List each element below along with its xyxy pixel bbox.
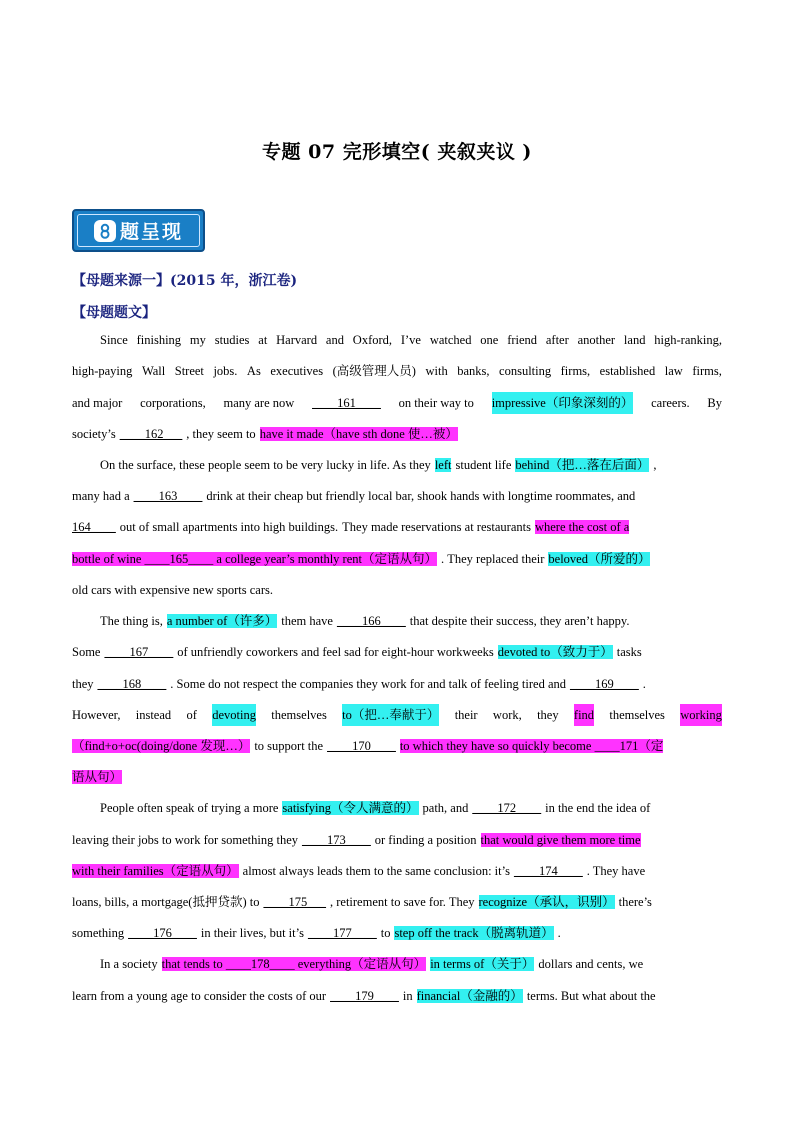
highlight-annotation: that would give them more time	[480, 833, 641, 847]
word: Wall	[141, 364, 166, 378]
highlight-annotation: 语从句）	[72, 770, 123, 784]
text-run: .	[642, 677, 646, 691]
blank-174: ____174____	[513, 864, 583, 878]
word: jobs.	[213, 364, 238, 378]
blank-175: ____175___	[263, 895, 326, 909]
banner-text: 题呈现	[119, 221, 183, 243]
word: my	[189, 333, 206, 347]
text-run: , retirement to save for. They	[329, 895, 475, 909]
blank-176: ____176____	[128, 926, 197, 940]
text-run: . Some do not respect the companies they work for and talk of feeling tired and	[170, 677, 566, 691]
passage-line	[72, 641, 722, 663]
text-run: many are now	[223, 396, 295, 410]
word: themselves	[609, 708, 665, 722]
word: watched	[429, 333, 472, 347]
text-run: ,	[653, 458, 657, 472]
passage-line	[72, 766, 722, 788]
highlight-annotation: recognize（承认，识别）	[478, 895, 615, 909]
word: (高级管理人员)	[332, 364, 416, 378]
blank-169: ____169____	[570, 677, 639, 691]
text-run: student life	[455, 458, 512, 472]
passage-line	[72, 454, 722, 476]
question-text-heading: 【母题题文】	[72, 305, 156, 321]
passage-line	[72, 548, 722, 570]
word: As	[246, 364, 261, 378]
section-banner	[72, 209, 205, 252]
highlight-annotation: beloved（所爱的）	[548, 552, 651, 566]
text-run: tasks	[616, 645, 642, 659]
highlight-annotation: bottle of wine ____165____ a college year’s monthly rent（定语从句）	[72, 552, 437, 566]
blank-168: ____168____	[97, 677, 167, 691]
text-run: they	[72, 677, 94, 691]
text-run: society’s	[72, 427, 116, 441]
word: with	[425, 364, 448, 378]
text-run: leaving their jobs to work for something they	[72, 833, 299, 847]
word: their	[454, 708, 478, 722]
text-run: old cars with expensive new sports cars.	[72, 583, 273, 597]
text-run: terms. But what about the	[526, 989, 656, 1003]
word: studies	[214, 333, 250, 347]
highlight-annotation: to（把…奉献于）	[342, 704, 439, 726]
highlight-annotation: a number of（许多）	[166, 614, 278, 628]
word: high-paying	[72, 364, 133, 378]
text-run: On the surface, these people seem to be very lucky in life. As they	[100, 458, 431, 472]
text-run: learn from a young age to consider the costs of our	[72, 989, 327, 1003]
word: of	[186, 708, 197, 722]
passage-line	[72, 579, 722, 601]
highlight-annotation: where the cost of a	[534, 520, 630, 534]
text-run: . They have	[586, 864, 646, 878]
word: However,	[72, 708, 121, 722]
word: another	[577, 333, 616, 347]
passage-line	[72, 922, 722, 944]
highlight-annotation: satisfying（令人满意的）	[282, 801, 419, 815]
highlight-annotation: to which they have so quickly become ____171（定	[399, 739, 664, 753]
word: Since	[100, 333, 128, 347]
text-run: many had a	[72, 489, 130, 503]
word: after	[545, 333, 569, 347]
passage-line	[72, 392, 722, 414]
word: firms,	[560, 364, 591, 378]
passage-line	[72, 423, 722, 445]
mother-badge-icon	[94, 220, 116, 242]
passage-line	[72, 516, 722, 538]
passage-line	[72, 860, 722, 882]
text-run: , they seem to	[186, 427, 256, 441]
word: established	[599, 364, 656, 378]
section-banner-inner	[77, 214, 200, 247]
word: banks,	[457, 364, 490, 378]
blank-170: ____170____	[327, 739, 396, 753]
text-run: path, and	[422, 801, 469, 815]
word: Street	[174, 364, 204, 378]
word: land	[623, 333, 646, 347]
passage-line	[72, 485, 722, 507]
text-run: In a society	[100, 957, 158, 971]
text-run: that despite their success, they aren’t happy.	[409, 614, 630, 628]
blank-164: 164____	[72, 520, 116, 534]
highlight-annotation: financial（金融的）	[416, 989, 523, 1003]
blank-173: ____173____	[302, 833, 371, 847]
highlight-annotation: have it made（have sth done 使…被）	[259, 427, 458, 441]
text-run: . They replaced their	[440, 552, 545, 566]
text-run: .	[557, 926, 561, 940]
blank-166: ____166____	[336, 614, 406, 628]
text-run: or finding a position	[374, 833, 477, 847]
text-run: something	[72, 926, 125, 940]
highlight-annotation: （find+o+oc(doing/done 发现…）	[72, 739, 251, 753]
word: consulting	[499, 364, 552, 378]
word: firms,	[692, 364, 722, 378]
passage-line	[72, 985, 722, 1007]
word: work,	[492, 708, 522, 722]
passage-line	[72, 829, 722, 851]
blank-179: ____179____	[330, 989, 399, 1003]
highlight-annotation: that tends to ____178____ everything（定语从句）	[161, 957, 427, 971]
blank-163: ____163____	[133, 489, 203, 503]
word: I’ve	[400, 333, 421, 347]
passage-line	[72, 360, 722, 382]
text-run: The thing is,	[100, 614, 163, 628]
text-run: drink at their cheap but friendly local bar, shook hands with longtime roommates, and	[206, 489, 636, 503]
word: Oxford,	[352, 333, 393, 347]
text-run: almost always leads them to the same conclusion: it’s	[242, 864, 510, 878]
text-run: and major	[72, 396, 123, 410]
passage-line	[72, 329, 722, 351]
text-run: careers.	[651, 396, 690, 410]
text-run: corporations,	[140, 396, 206, 410]
word: Harvard	[276, 333, 318, 347]
word: at	[258, 333, 268, 347]
blank-172: ____172____	[472, 801, 542, 815]
highlight-word: devoting	[212, 704, 256, 726]
page-title: 专题 07 完形填空( 夹叙夹议 )	[262, 141, 532, 163]
text-run: to	[380, 926, 391, 940]
highlight-annotation: with their families（定语从句）	[72, 864, 239, 878]
passage-line	[72, 735, 722, 757]
word: they	[537, 708, 559, 722]
blank-162: ____162___	[119, 427, 183, 441]
passage-line	[72, 610, 722, 632]
highlight-annotation: impressive（印象深刻的）	[492, 392, 634, 414]
text-run: out of small apartments into high buildings.	[119, 520, 339, 534]
text-run: on their way to	[398, 396, 474, 410]
word: and	[325, 333, 344, 347]
text-run: in the end the idea of	[545, 801, 651, 815]
blank-161: ____161____	[312, 396, 381, 410]
passage-line	[72, 891, 722, 913]
word: friend	[507, 333, 538, 347]
text-run: loans, bills, a mortgage(抵押贷款) to	[72, 895, 260, 909]
word: high-ranking,	[654, 333, 722, 347]
blank-167: ____167____	[104, 645, 174, 659]
text-run: They made reservations at restaurants	[342, 520, 531, 534]
question-source: 【母题来源一】(2015 年，浙江卷)	[72, 273, 298, 289]
text-run: them have	[281, 614, 333, 628]
word: finishing	[136, 333, 182, 347]
passage-line	[72, 673, 722, 695]
text-run: dollars and cents, we	[538, 957, 644, 971]
text-run: there’s	[618, 895, 652, 909]
word: law	[664, 364, 683, 378]
text-run: in	[402, 989, 413, 1003]
word: executives	[270, 364, 324, 378]
highlight-word: left	[434, 458, 452, 472]
highlight-word: working	[680, 704, 722, 726]
word: instead	[135, 708, 172, 722]
highlight-annotation: step off the track（脱离轨道）	[394, 926, 554, 940]
highlight-annotation: behind（把…落在后面）	[515, 458, 650, 472]
text-run: to support the	[254, 739, 324, 753]
blank-177: ____177____	[307, 926, 377, 940]
passage-line	[72, 704, 722, 726]
passage-line	[72, 797, 722, 819]
text-run: By	[707, 396, 722, 410]
word: themselves	[271, 708, 327, 722]
text-run: People often speak of trying a more	[100, 801, 279, 815]
passage-line	[72, 953, 722, 975]
text-run: Some	[72, 645, 101, 659]
highlight-word: find	[574, 704, 594, 726]
highlight-annotation: devoted to（致力于）	[497, 645, 613, 659]
word: one	[480, 333, 499, 347]
highlight-annotation: in terms of（关于）	[430, 957, 535, 971]
text-run: in their lives, but it’s	[200, 926, 304, 940]
text-run: of unfriendly coworkers and feel sad for eight-hour workweeks	[177, 645, 494, 659]
